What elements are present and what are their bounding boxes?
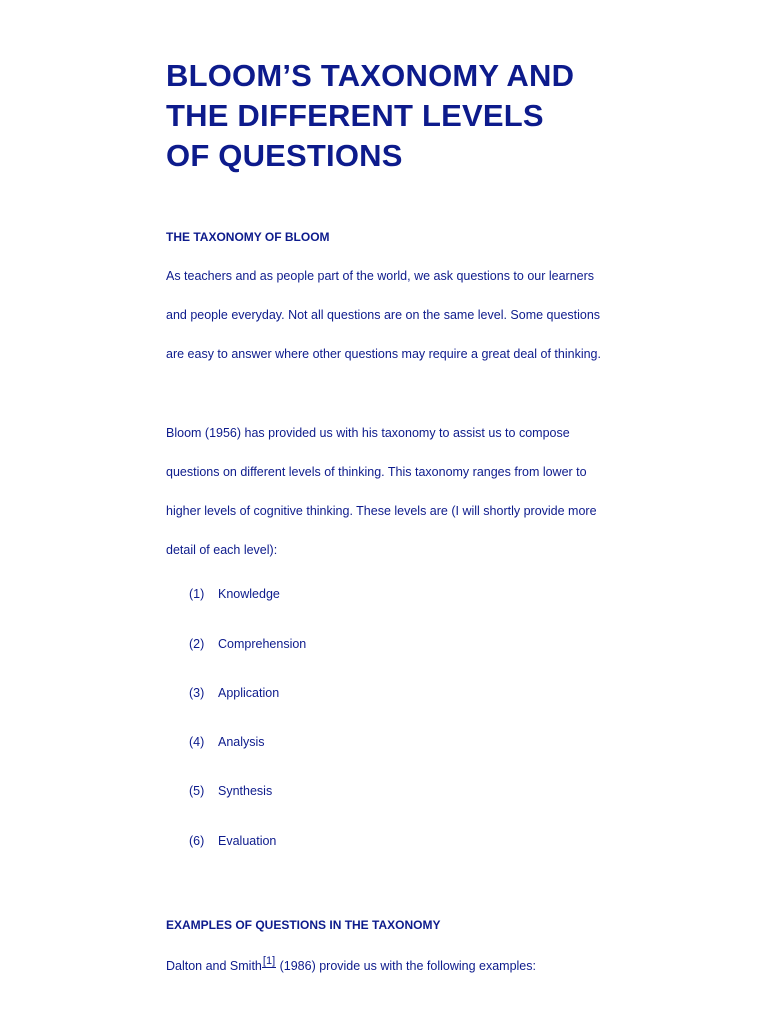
title-line: THE DIFFERENT LEVELS	[166, 98, 544, 133]
list-item	[189, 685, 279, 701]
citation-text-after: (1986) provide us with the following examples:	[276, 959, 536, 973]
list-item	[189, 586, 280, 602]
paragraph-line: detail of each level):	[166, 543, 278, 557]
paragraph-line: As teachers and as people part of the world, we ask questions to our learners	[166, 269, 595, 283]
list-item	[189, 783, 272, 799]
paragraph-line: higher levels of cognitive thinking. These levels are (I will shortly provide more	[166, 504, 597, 518]
list-number: (5)	[189, 784, 205, 798]
list-item	[189, 734, 265, 750]
document-title	[166, 56, 616, 176]
title-line: OF QUESTIONS	[166, 138, 403, 173]
list-label: Knowledge	[218, 587, 280, 601]
citation-text: Dalton and Smith	[166, 959, 262, 973]
footnote-link[interactable]: [1]	[262, 955, 276, 967]
list-number: (2)	[189, 637, 205, 651]
section-heading-examples: EXAMPLES OF QUESTIONS IN THE TAXONOMY	[166, 918, 441, 932]
list-item	[189, 636, 306, 652]
title-line: BLOOM’S TAXONOMY AND	[166, 58, 575, 93]
section-heading-taxonomy: THE TAXONOMY OF BLOOM	[166, 230, 330, 244]
list-number: (6)	[189, 834, 205, 848]
paragraph-line: questions on different levels of thinking. This taxonomy ranges from lower to	[166, 465, 587, 479]
list-number: (4)	[189, 735, 205, 749]
paragraph-line	[166, 956, 536, 974]
paragraph-line: are easy to answer where other questions may require a great deal of thinking.	[166, 347, 601, 361]
list-number: (3)	[189, 686, 205, 700]
list-number: (1)	[189, 587, 205, 601]
list-label: Evaluation	[218, 834, 277, 848]
paragraph-line: and people everyday. Not all questions are on the same level. Some questions	[166, 308, 601, 322]
list-label: Analysis	[218, 735, 265, 749]
list-label: Application	[218, 686, 280, 700]
list-item	[189, 833, 276, 849]
list-label: Synthesis	[218, 784, 273, 798]
list-label: Comprehension	[218, 637, 307, 651]
paragraph-line: Bloom (1956) has provided us with his taxonomy to assist us to compose	[166, 426, 570, 440]
